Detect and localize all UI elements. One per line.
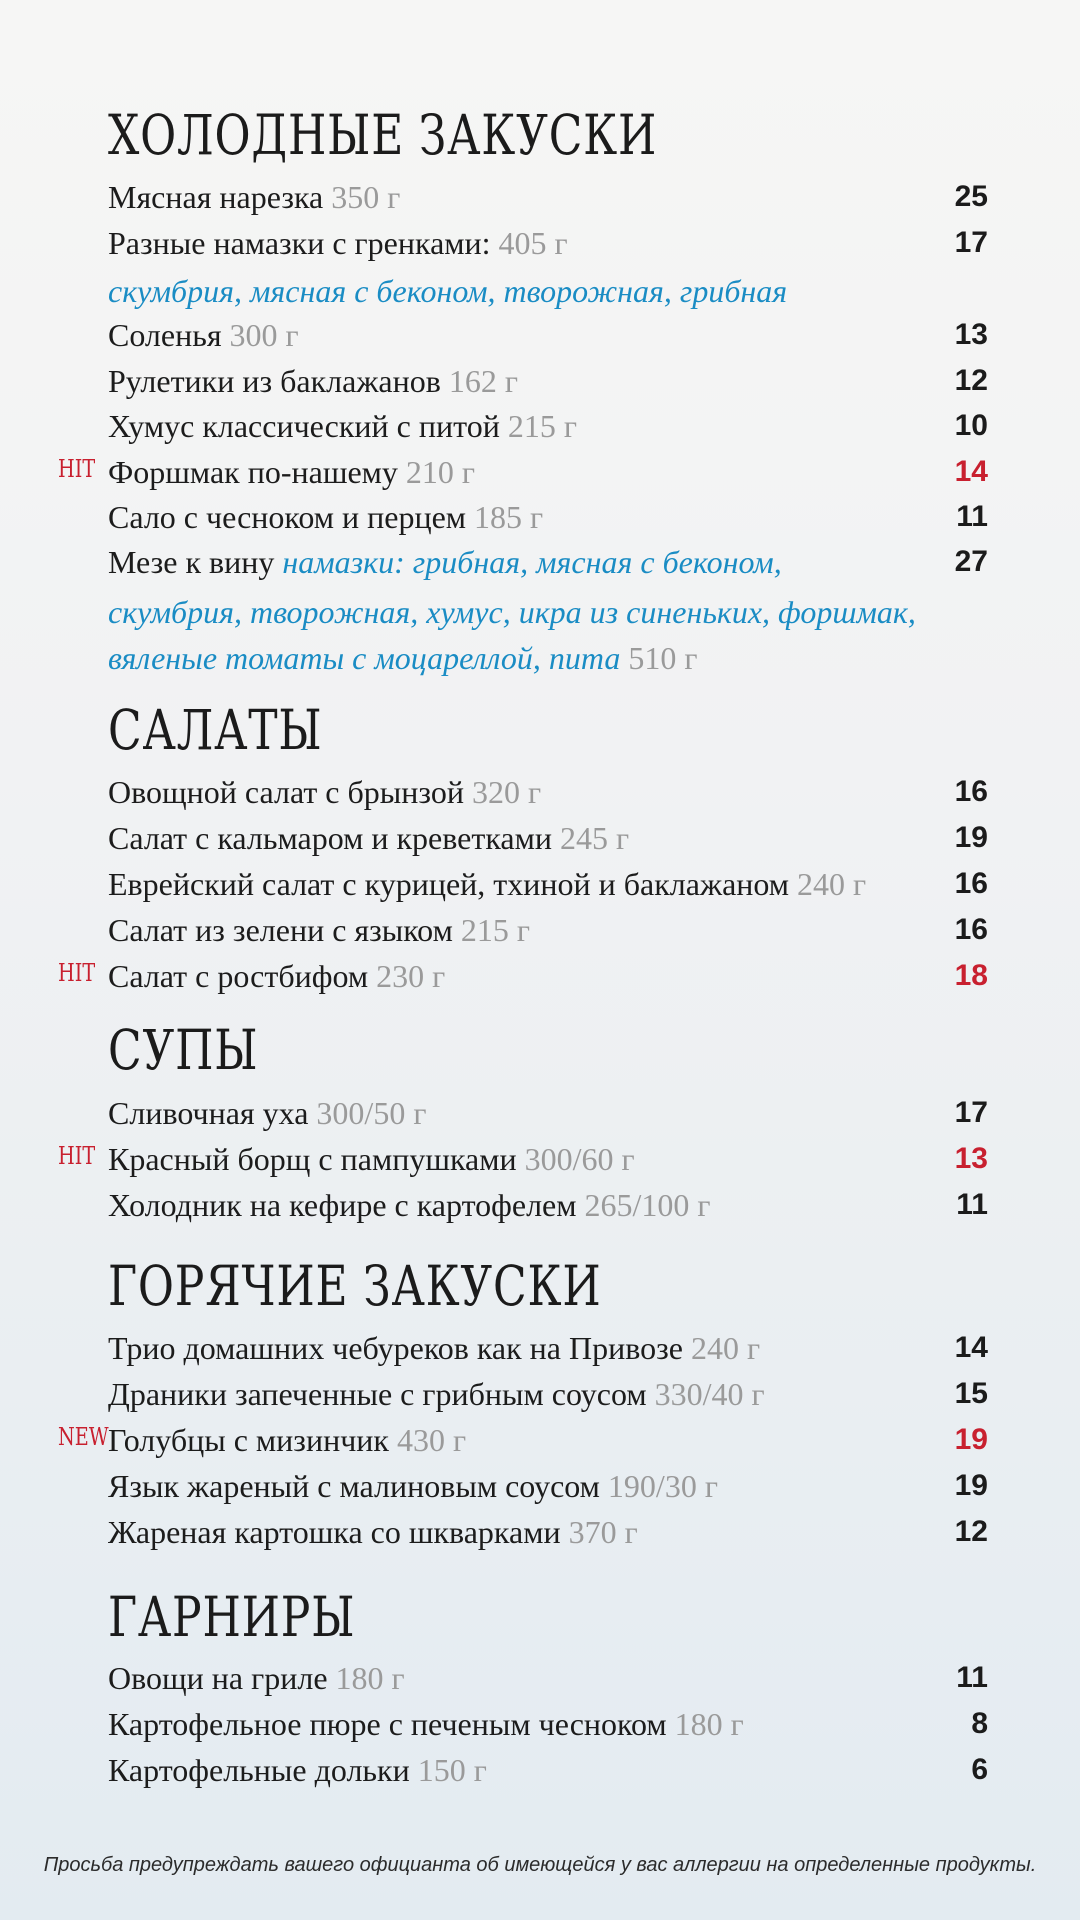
item-name: Мясная нарезка 350 г [108,179,401,215]
menu-item [0,174,1080,220]
menu-item [0,907,1080,953]
item-name: Жареная картошка со шкварками 370 г [108,1514,638,1550]
item-weight: 330/40 г [654,1376,765,1412]
item-weight: 320 г [471,774,542,810]
section-title-soups: СУПЫ [108,1018,259,1082]
item-price: 6 [971,1753,988,1786]
item-price: 10 [954,409,988,442]
item-price: 14 [954,455,988,488]
item-name: Мезе к вину намазки: грибная, мясная с беконом, [108,544,782,580]
item-name: Разные намазки с гренками: 405 г [108,225,568,261]
item-price: 16 [954,775,988,808]
item-name: Язык жареный с малиновым соусом 190/30 г [108,1468,718,1504]
new-badge: NEW [58,1423,109,1451]
menu-item [0,861,1080,907]
allergy-footer-note: Просьба предупреждать вашего официанта об имеющейся у вас аллергии на определенные продукты. [43,1854,1037,1876]
menu-item [0,1325,1080,1371]
item-weight: 240 г [690,1330,761,1366]
hit-badge: HIT [58,959,96,987]
item-name: Картофельное пюре с печеным чесноком 180 г [108,1706,744,1742]
item-price: 12 [954,1515,988,1548]
menu-item [0,539,1080,585]
item-name: Драники запеченные с грибным соусом 330/40 г [108,1376,765,1412]
item-weight: 230 г [376,958,446,994]
item-name: Красный борщ с пампушками 300/60 г [108,1141,635,1177]
item-weight: 180 г [335,1660,405,1696]
menu-item [0,1182,1080,1228]
item-price: 17 [954,226,988,259]
menu-item [0,1655,1080,1701]
menu-item [0,494,1080,540]
item-price: 13 [954,1142,988,1175]
menu-item [0,449,1080,495]
item-weight: 162 г [448,363,518,399]
item-price: 27 [954,545,988,578]
item-name: Сало с чесноком и перцем 185 г [108,499,544,535]
item-name: Салат с кальмаром и креветками 245 г [108,820,630,856]
item-name: Салат из зелени с языком 215 г [108,912,530,948]
item-name: Сливочная уха 300/50 г [108,1095,427,1131]
item-price: 25 [954,180,988,213]
section-title-sides: ГАРНИРЫ [108,1585,356,1649]
menu-item [0,312,1080,358]
menu-item [0,815,1080,861]
item-weight: 265/100 г [584,1187,711,1223]
item-weight: 190/30 г [607,1468,718,1504]
item-weight: 350 г [331,179,401,215]
item-weight: 180 г [674,1706,744,1742]
item-weight: 210 г [405,454,476,490]
item-name: Форшмак по-нашему 210 г [108,454,476,490]
item-name: Овощи на гриле 180 г [108,1660,405,1696]
item-weight: 430 г [396,1422,467,1458]
item-price: 11 [956,500,988,533]
item-weight: 240 г [797,866,867,902]
section-title-hot-appetizers: ГОРЯЧИЕ ЗАКУСКИ [108,1254,602,1318]
item-price: 19 [954,1423,988,1456]
item-price: 13 [954,318,988,351]
section-title-cold-appetizers: ХОЛОДНЫЕ ЗАКУСКИ [108,103,658,167]
menu-item [0,1417,1080,1463]
menu-item [0,220,1080,266]
menu-item [0,1509,1080,1555]
item-weight: 300/60 г [524,1141,635,1177]
item-name: Еврейский салат с курицей, тхиной и баклажаном 240 г [108,866,867,902]
item-price: 14 [954,1331,988,1364]
item-price: 16 [954,867,988,900]
menu-item [0,1701,1080,1747]
item-name: Рулетики из баклажанов 162 г [108,363,518,399]
item-name: Соленья 300 г [108,317,299,353]
item-price: 18 [954,959,988,992]
item-weight: 150 г [417,1752,487,1788]
item-weight: 510 г [628,640,698,676]
item-weight: 405 г [498,225,568,261]
menu-item [0,953,1080,999]
item-description: вяленые томаты с моцареллой, пита 510 г [108,640,698,676]
menu-item [0,1136,1080,1182]
menu-item [0,358,1080,404]
item-name: Салат с ростбифом 230 г [108,958,446,994]
menu-item [0,1463,1080,1509]
hit-badge: HIT [58,455,96,483]
item-description: намазки: грибная, мясная с беконом, [282,544,782,580]
menu-item [0,403,1080,449]
item-weight: 185 г [474,499,544,535]
item-weight: 300 г [229,317,299,353]
item-description: скумбрия, творожная, хумус, икра из синеньких, форшмак, [108,594,916,630]
item-price: 8 [971,1707,988,1740]
item-price: 19 [954,821,988,854]
item-name: Картофельные дольки 150 г [108,1752,487,1788]
item-price: 11 [956,1661,988,1694]
item-price: 16 [954,913,988,946]
menu-item [0,1747,1080,1793]
section-title-salads: САЛАТЫ [108,698,323,762]
item-price: 11 [956,1188,988,1221]
item-description: скумбрия, мясная с беконом, творожная, грибная [108,273,788,309]
item-price: 17 [954,1096,988,1129]
hit-badge: HIT [58,1142,96,1170]
menu-item [0,769,1080,815]
item-name: Трио домашних чебуреков как на Привозе 240 г [108,1330,761,1366]
item-weight: 370 г [568,1514,638,1550]
item-name: Холодник на кефире с картофелем 265/100 г [108,1187,711,1223]
item-weight: 300/50 г [316,1095,427,1131]
item-name: Хумус классический с питой 215 г [108,408,577,444]
item-weight: 215 г [507,408,577,444]
menu-item [0,1371,1080,1417]
item-weight: 245 г [559,820,630,856]
item-price: 19 [954,1469,988,1502]
item-weight: 215 г [460,912,530,948]
item-price: 15 [954,1377,988,1410]
menu-item [0,1090,1080,1136]
item-price: 12 [954,364,988,397]
item-name: Голубцы с мизинчик 430 г [108,1422,467,1458]
item-name: Овощной салат с брынзой 320 г [108,774,542,810]
